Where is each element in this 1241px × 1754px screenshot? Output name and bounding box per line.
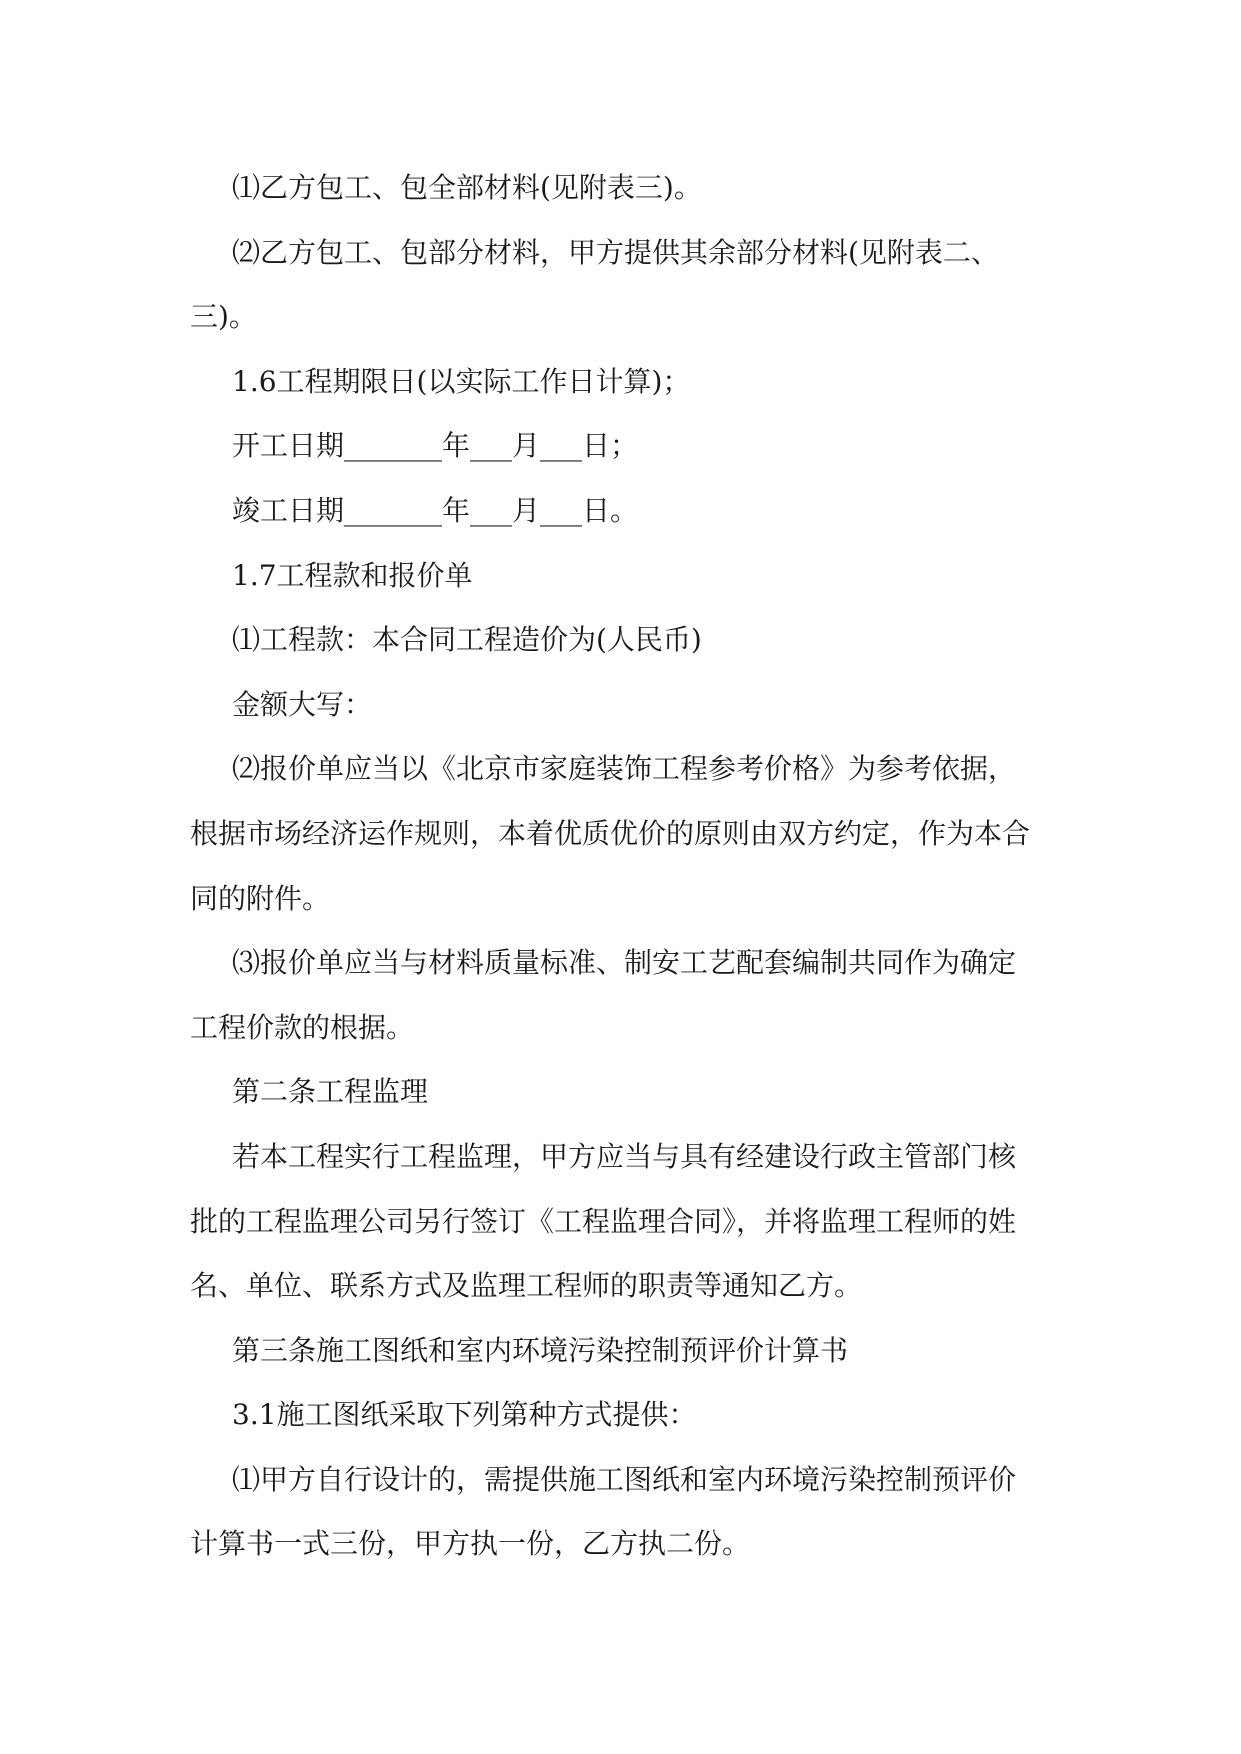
paragraph-line: 名、单位、联系方式及监理工程师的职责等通知乙方。 <box>190 1269 863 1303</box>
paragraph-line: 批的工程监理公司另行签订《工程监理合同》，并将监理工程师的姓 <box>190 1204 1017 1238</box>
paragraph-line: ⑵报价单应当以《北京市家庭装饰工程参考价格》为参考依据， <box>232 752 1017 786</box>
amount-line: 金额大写： <box>232 687 373 721</box>
article-heading: 第二条工程监理 <box>232 1075 429 1109</box>
paragraph-line: ⑴工程款：本合同工程造价为(人民币) <box>232 623 702 657</box>
paragraph-line: ⑴甲方自行设计的，需提供施工图纸和室内环境污染控制预评价 <box>232 1462 1017 1496</box>
paragraph-line: 工程价款的根据。 <box>190 1010 415 1044</box>
document-body <box>190 156 1060 1577</box>
paragraph-line: 三)。 <box>190 300 257 334</box>
paragraph-line: ⑵乙方包工、包部分材料，甲方提供其余部分材料(见附表二、 <box>232 235 999 269</box>
paragraph-line: 根据市场经济运作规则，本着优质优价的原则由双方约定，作为本合 <box>190 816 1031 850</box>
section-heading: 3.1施工图纸采取下列第种方式提供： <box>232 1398 697 1432</box>
completion-date-line: 竣工日期_______年___月___日。 <box>232 493 639 527</box>
paragraph-line: ⑶报价单应当与材料质量标准、制安工艺配套编制共同作为确定 <box>232 946 1017 980</box>
section-heading: 1.7工程款和报价单 <box>232 558 473 592</box>
paragraph-line: ⑴乙方包工、包全部材料(见附表三)。 <box>232 171 702 204</box>
paragraph-line: 同的附件。 <box>190 881 331 915</box>
start-date-line: 开工日期_______年___月___日； <box>232 429 639 463</box>
paragraph-line: 若本工程实行工程监理，甲方应当与具有经建设行政主管部门核 <box>232 1139 1017 1173</box>
section-heading: 1.6工程期限日(以实际工作日计算)； <box>232 364 691 398</box>
paragraph-line: 计算书一式三份，甲方执一份，乙方执二份。 <box>190 1527 751 1561</box>
article-heading: 第三条施工图纸和室内环境污染控制预评价计算书 <box>232 1333 849 1367</box>
